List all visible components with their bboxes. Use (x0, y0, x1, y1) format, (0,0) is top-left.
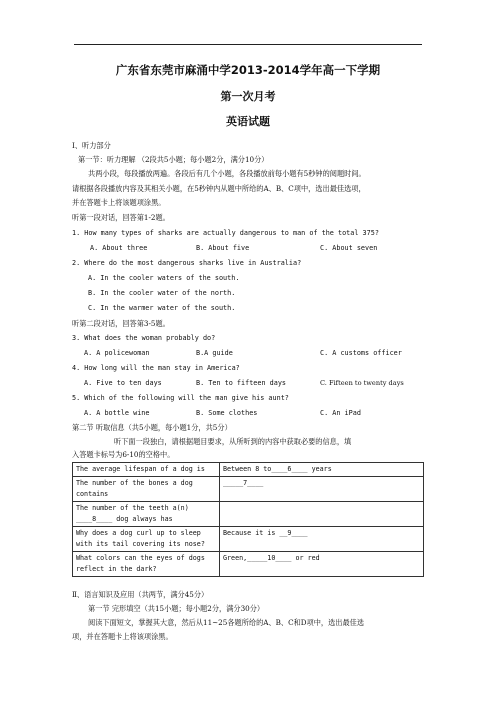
option-c: C. An iPad (320, 409, 361, 417)
option-a: A. A policewoman (84, 349, 150, 357)
part1-heading: Ⅰ、听力部分 (72, 141, 111, 150)
table-row (73, 502, 424, 527)
section2-heading: 第二节 听取信息（共5小题，每小题1分，共5分） (72, 423, 232, 432)
exam-subtitle: 第一次月考 (220, 90, 276, 103)
answer-blank-7[interactable]: _____7____ (223, 479, 264, 487)
instruction-line: 项，并在答题卡上将该项涂黑。 (72, 632, 173, 641)
answer-blank-8[interactable]: ____8____ (76, 515, 113, 523)
question-5: 5. Which of the following will the man give his aunt? (72, 394, 289, 402)
header-rule (74, 44, 422, 45)
table-cell (220, 527, 424, 552)
question-1: 1. How many types of sharks are actually dangerous to man of the total 375? (72, 229, 379, 237)
table-row (73, 463, 424, 477)
option-c: C. Fifteen to twenty days (320, 379, 404, 387)
option-c: C. A customs officer (320, 349, 402, 357)
cell-text: The number of the bones a dog (76, 479, 193, 487)
instruction-line: 入答题卡标号为6-10的空格中。 (72, 450, 175, 459)
cell-text: contains (76, 490, 109, 498)
option-a: A. In the cooler waters of the south. (88, 274, 240, 282)
option-c: C. About seven (320, 244, 378, 252)
option-a: A. Five to ten days (84, 379, 162, 387)
table-cell (220, 477, 424, 502)
cell-text: years (307, 465, 332, 473)
option-c: C. In the warmer water of the south. (88, 304, 236, 312)
cell-text: Why does a dog curl up to sleep (76, 529, 201, 537)
answer-blank-10[interactable]: _____10____ (247, 554, 292, 562)
exam-subject: 英语试题 (226, 115, 270, 128)
option-b: B. Ten to fifteen days (196, 379, 287, 387)
cell-text: Between 8 to (223, 465, 272, 473)
instruction-line: 阅读下面短文，掌握其大意，然后从11~25各题所给的A、B、C和D项中，选出最佳选 (88, 618, 365, 627)
option-a: A. A bottle wine (84, 409, 150, 417)
cell-text: Green, (223, 554, 248, 562)
section1-heading: 第一节：听力理解 （2段共5小题；每小题2分，满分10分） (78, 155, 269, 164)
option-b: B. Some clothes (196, 409, 258, 417)
table-cell (220, 502, 424, 527)
cell-text: or red (291, 554, 320, 562)
info-table (72, 462, 424, 577)
cell-text: dog always has (112, 515, 173, 523)
cell-text: The average lifespan of a dog is (76, 465, 205, 473)
option-b: B.A guide (196, 349, 233, 357)
cell-text: Because it is (223, 529, 280, 537)
instruction-line: 并在答题卡上将该题项涂黑。 (72, 198, 166, 207)
table-row (73, 477, 424, 502)
question-3: 3. What does the woman probably do? (72, 334, 216, 342)
table-cell (73, 463, 220, 477)
instruction-line: 共两小段，每段播放两遍。各段后有几个小题，各段播放前每小题有5秒钟的阅题时间。 (88, 169, 366, 178)
table-cell (73, 552, 220, 577)
table-cell (220, 552, 424, 577)
cell-text: reflect in the dark? (76, 565, 157, 573)
cell-text: with its tail covering its nose? (76, 540, 205, 548)
part2-heading: Ⅱ、语言知识及应用（共两节，满分45分） (72, 590, 209, 599)
answer-blank-6[interactable]: ____6____ (271, 465, 308, 473)
table-cell (73, 527, 220, 552)
option-b: B. About five (196, 244, 250, 252)
table-cell (220, 463, 424, 477)
section1-heading: 第一节 完形填空（共15小题；每小题2分，满分30分） (88, 604, 265, 613)
question-2: 2. Where do the most dangerous sharks live in Australia? (72, 259, 302, 267)
instruction-line: 请根据各段播放内容及其相关小题，在5秒钟内从题中所给的A、B、C项中，选出最佳选项， (72, 184, 366, 193)
exam-title: 广东省东莞市麻涌中学2013-2014学年高一下学期 (115, 63, 381, 77)
option-b: B. In the cooler water of the north. (88, 289, 236, 297)
option-a: A. About three (90, 244, 148, 252)
cell-text: The number of the teeth a(n) (76, 504, 189, 512)
answer-blank-9[interactable]: __9____ (279, 529, 308, 537)
table-cell (73, 477, 220, 502)
table-cell (73, 502, 220, 527)
question-4: 4. How long will the man stay in America? (72, 364, 240, 372)
cell-text: What colors can the eyes of dogs (76, 554, 205, 562)
dialog-heading: 听第二段对话，回答第3-5题。 (72, 319, 170, 328)
table-row (73, 527, 424, 552)
table-row (73, 552, 424, 577)
instruction-line: 听下面一段独白，请根据题目要求，从所听到的内容中获取必要的信息，填 (114, 437, 352, 446)
dialog-heading: 听第一段对话，回答第1-2题。 (72, 213, 170, 222)
